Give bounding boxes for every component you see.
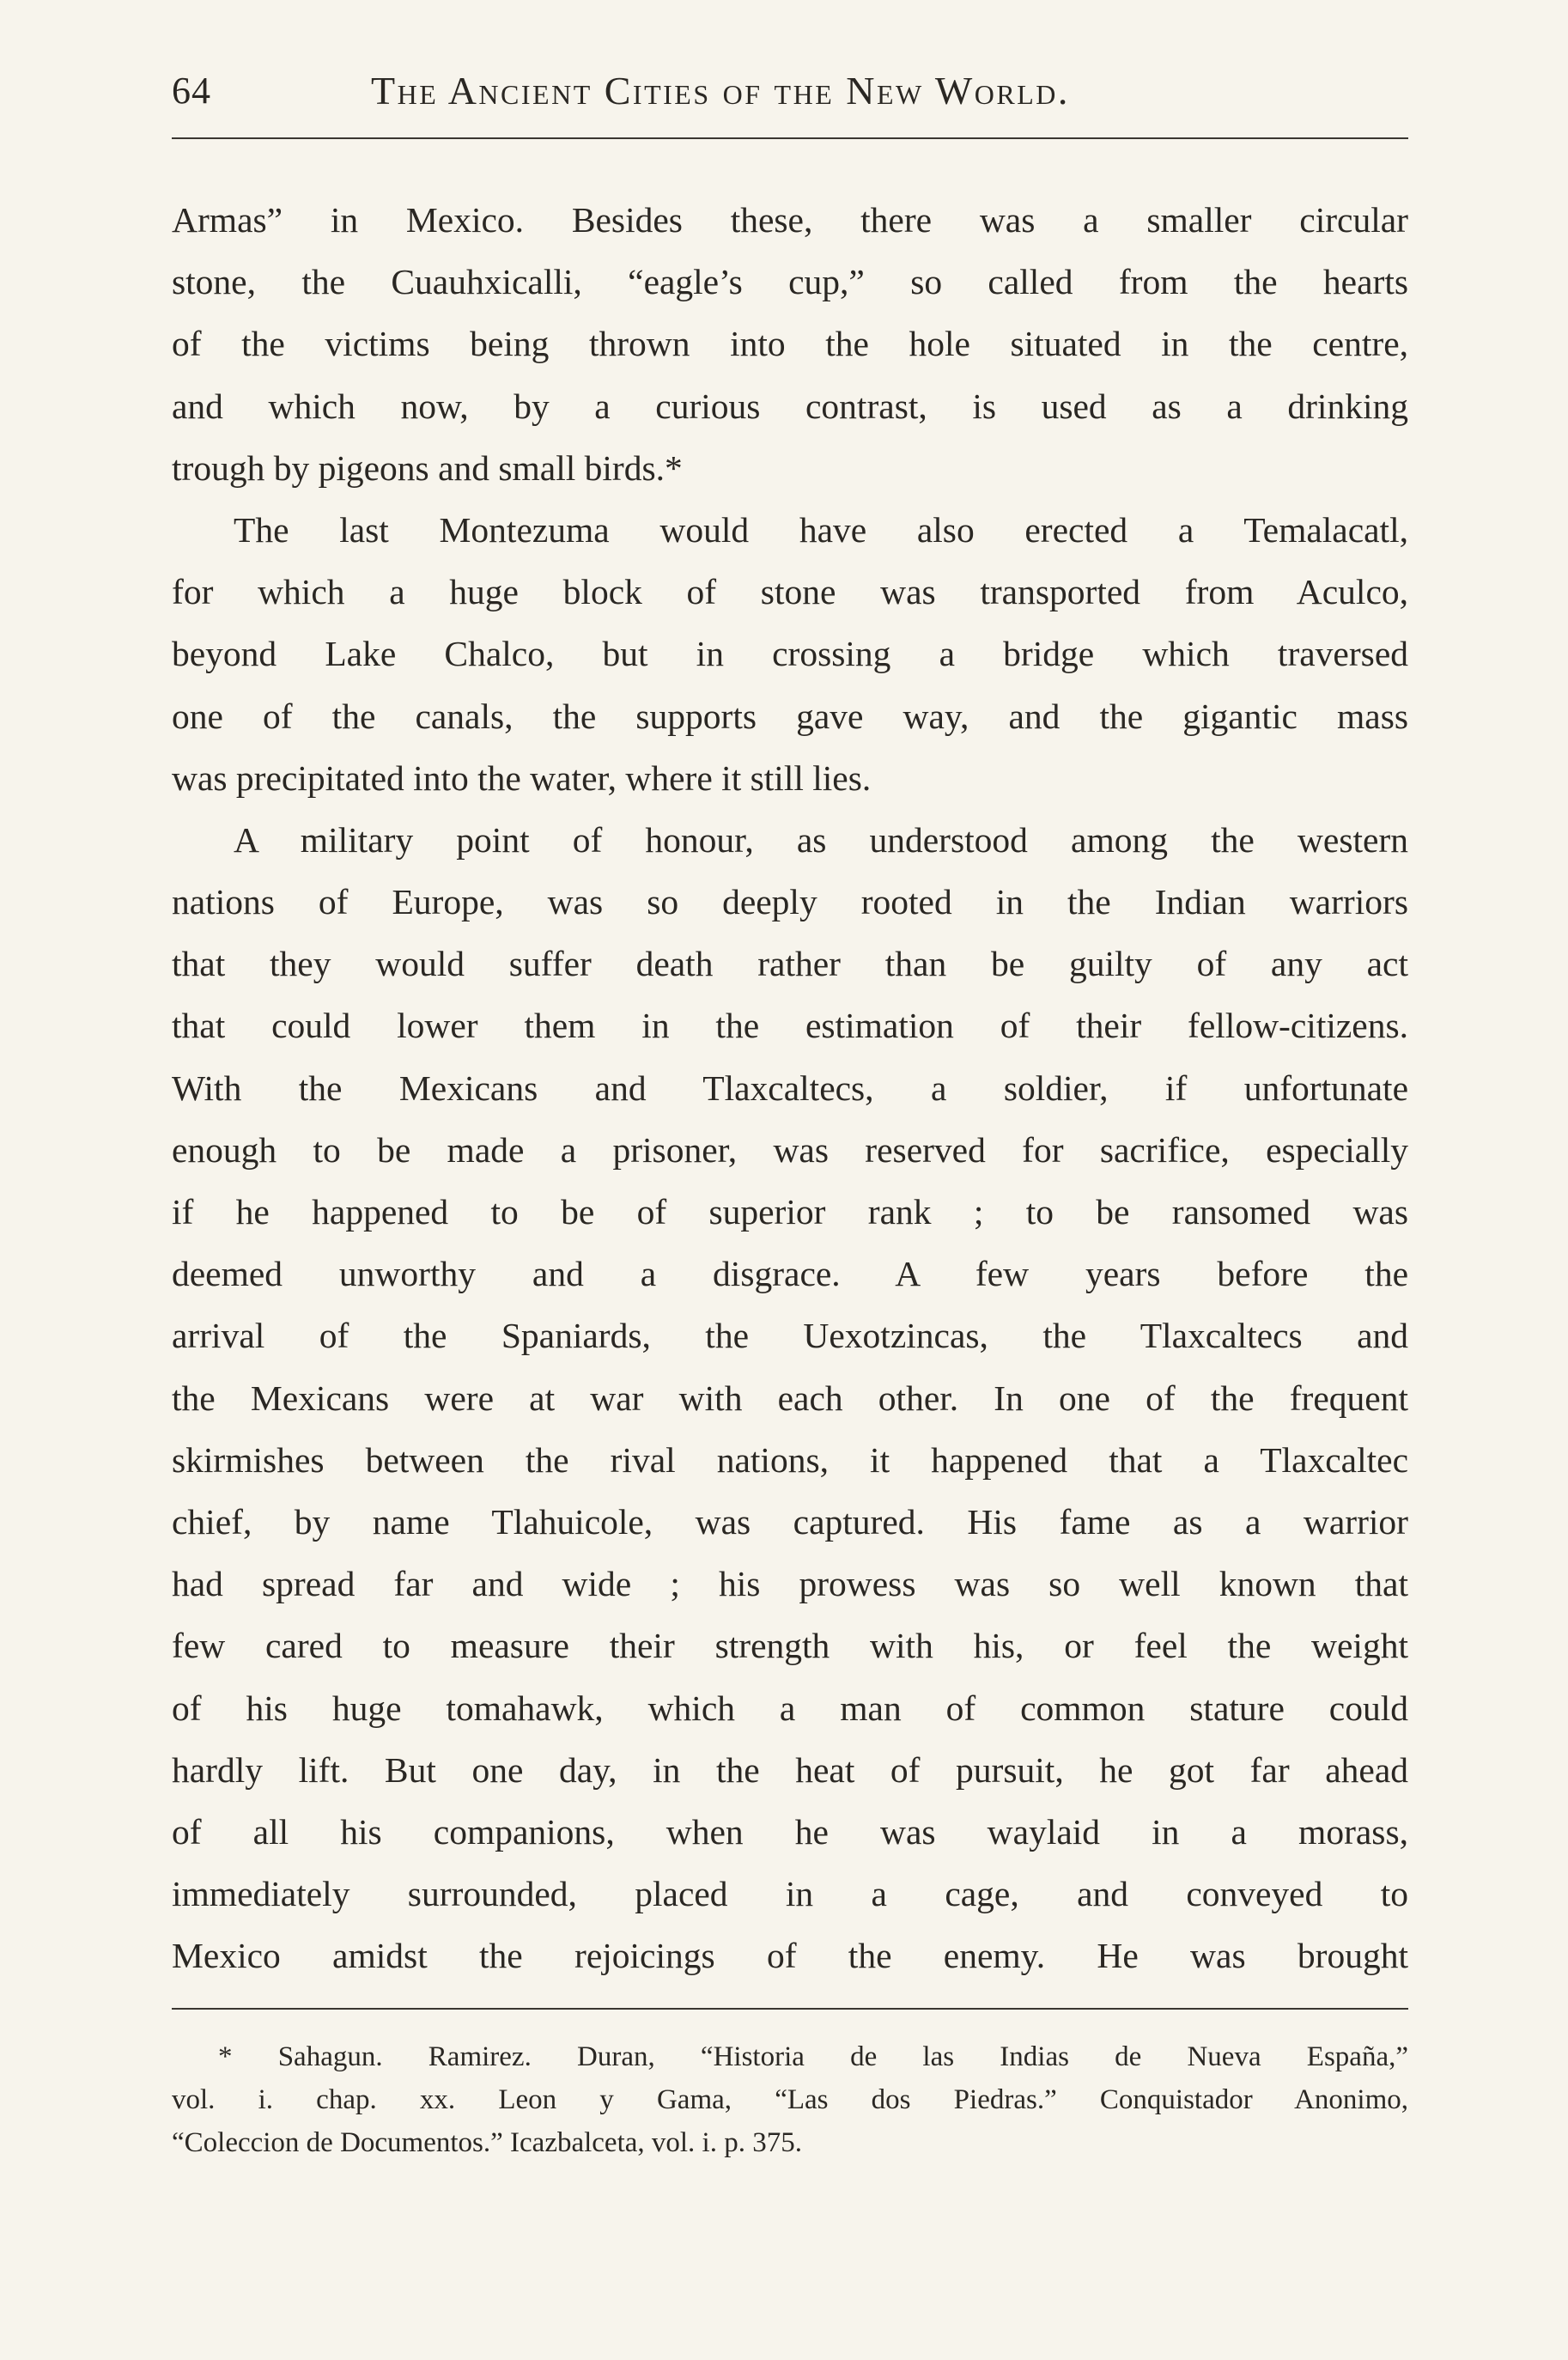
body-line: hardly lift. But one day, in the heat of pursuit, he got far ahead — [172, 1749, 1408, 1790]
body-line: one of the canals, the supports gave way, and the gigantic mass — [172, 696, 1408, 736]
footnote-line: “Coleccion de Documentos.” Icazbalceta, vol. i. p. 375. — [172, 2127, 802, 2158]
body-line: of the victims being thrown into the hole situated in the centre, — [172, 324, 1408, 364]
running-head — [172, 57, 1408, 125]
footnote-line: * Sahagun. Ramirez. Duran, “Historia de las Indias de Nueva España,” — [218, 2041, 1408, 2072]
body-line: skirmishes between the rival nations, it happened that a Tlaxcaltec — [172, 1439, 1408, 1480]
body-line: that could lower them in the estimation of their fellow-citizens. — [172, 1006, 1408, 1046]
body-line: that they would suffer death rather than be guilty of any act — [172, 944, 1408, 984]
footnote-rule — [172, 2008, 1408, 2010]
footnote-line: vol. i. chap. xx. Leon y Gama, “Las dos Piedras.” Conquistador Anonimo, — [172, 2084, 1408, 2115]
body-line: Mexico amidst the rejoicings of the enemy. He was brought — [172, 1936, 1408, 1976]
body-line: stone, the Cuauhxicalli, “eagle’s cup,” so called from the hearts — [172, 262, 1408, 302]
body-line: had spread far and wide ; his prowess was so well known that — [172, 1564, 1408, 1604]
body-line: With the Mexicans and Tlaxcaltecs, a soldier, if unfortunate — [172, 1067, 1408, 1108]
body-line: of his huge tomahawk, which a man of common stature could — [172, 1688, 1408, 1728]
body-line: chief, by name Tlahuicole, was captured. His fame as a warrior — [172, 1501, 1408, 1542]
body-line: trough by pigeons and small birds.* — [172, 447, 683, 488]
body-line: enough to be made a prisoner, was reserved for sacrifice, especially — [172, 1129, 1408, 1170]
page-number: 64 — [172, 70, 211, 112]
body-line: immediately surrounded, placed in a cage, and conveyed to — [172, 1874, 1408, 1914]
body-line: arrival of the Spaniards, the Uexotzincas, the Tlaxcaltecs and — [172, 1316, 1408, 1356]
body-line: The last Montezuma would have also erected a Temalacatl, — [234, 509, 1408, 550]
body-line: A military point of honour, as understood among the western — [234, 819, 1408, 860]
body-line: beyond Lake Chalco, but in crossing a bridge which traversed — [172, 634, 1408, 674]
body-line: of all his companions, when he was waylaid in a morass, — [172, 1811, 1408, 1852]
body-line: was precipitated into the water, where it still lies. — [172, 757, 872, 798]
running-title: The Ancient Cities of the New World. — [371, 69, 1070, 113]
body-text — [172, 189, 1408, 1986]
body-line: Armas” in Mexico. Besides these, there was a smaller circular — [172, 200, 1408, 240]
body-line: if he happened to be of superior rank ; to be ransomed was — [172, 1192, 1408, 1232]
body-line: the Mexicans were at war with each other. In one of the frequent — [172, 1378, 1408, 1418]
body-line: and which now, by a curious contrast, is used as a drinking — [172, 386, 1408, 426]
body-line: for which a huge block of stone was transported from Aculco, — [172, 572, 1408, 612]
header-rule — [172, 137, 1408, 139]
footnote — [172, 2035, 1408, 2164]
body-line: nations of Europe, was so deeply rooted in the Indian warriors — [172, 882, 1408, 922]
body-line: few cared to measure their strength with his, or feel the weight — [172, 1626, 1408, 1666]
body-line: deemed unworthy and a disgrace. A few years before the — [172, 1254, 1408, 1294]
